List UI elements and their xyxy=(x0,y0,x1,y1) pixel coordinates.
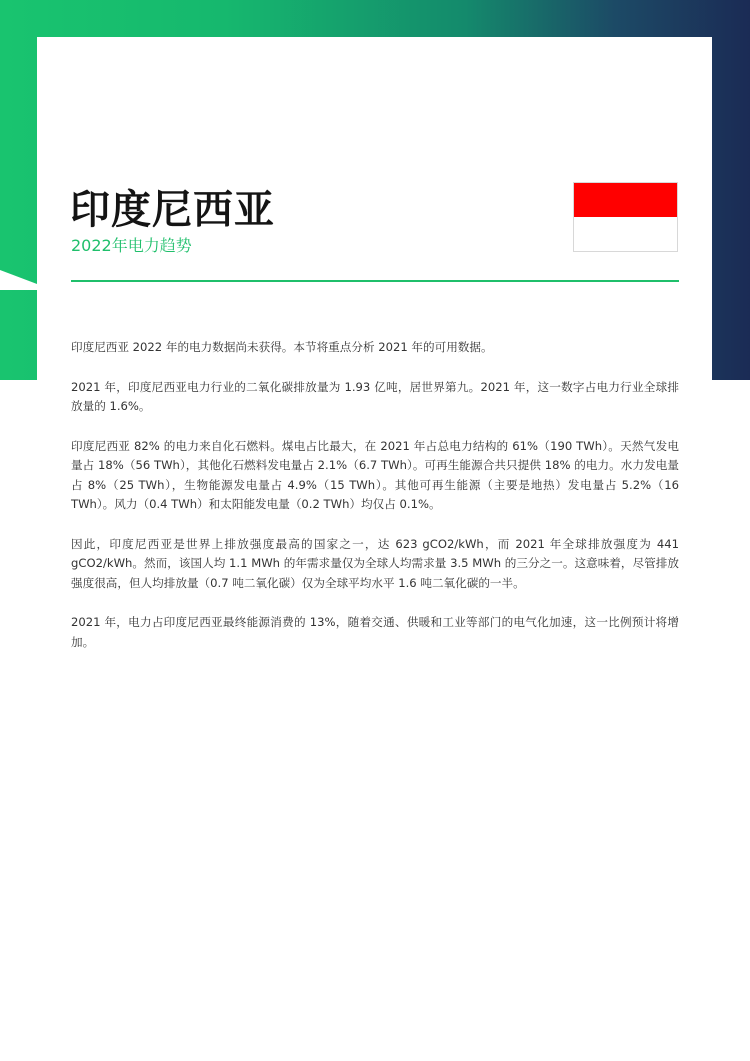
banner-corner-shape xyxy=(0,0,40,290)
paragraph: 印度尼西亚 82% 的电力来自化石燃料。煤电占比最大，在 2021 年占总电力结构的 61%（190 TWh）。天然气发电量占 18%（56 TWh），其他化石燃料发电量占 2.1%（6.7 TWh）。可再生能源合共只提供 18% 的电力。水力发电量占 8%（25 TWh），生物能源发电量占 4.9%（15 TWh）。其他可再生能源（主要是地热）发电量占 5.2%（16 TWh）。风力（0.4 TWh）和太阳能发电量（0.2 TWh）均仅占 0.1%。 xyxy=(71,438,679,511)
page-subtitle: 2022年电力趋势 xyxy=(71,236,192,255)
paragraph: 因此，印度尼西亚是世界上排放强度最高的国家之一，达 623 gCO2/kWh，而 2021 年全球排放强度为 441 gCO2/kWh。然而，该国人均 1.1 MWh 的年需求量仅为全球人均需求量 3.5 MWh 的三分之一。这意味着，尽管排放强度很高，但人均排放量（0.7 吨二氧化碳）仅为全球平均水平 1.6 吨二氧化碳的一半。 xyxy=(71,536,679,590)
title-divider xyxy=(71,280,679,282)
paragraph: 2021 年，印度尼西亚电力行业的二氧化碳排放量为 1.93 亿吨，居世界第九。2021 年，这一数字占电力行业全球排放量的 1.6%。 xyxy=(71,379,679,413)
flag-white-band xyxy=(574,217,677,251)
paragraph: 印度尼西亚 2022 年的电力数据尚未获得。本节将重点分析 2021 年的可用数据。 xyxy=(71,340,493,354)
indonesia-flag-icon xyxy=(573,182,678,252)
flag-red-band xyxy=(574,183,677,217)
body-text xyxy=(71,338,679,672)
page-title: 印度尼西亚 xyxy=(70,187,275,233)
paragraph: 2021 年，电力占印度尼西亚最终能源消费的 13%，随着交通、供暖和工业等部门的电气化加速，这一比例预计将增加。 xyxy=(71,615,679,649)
